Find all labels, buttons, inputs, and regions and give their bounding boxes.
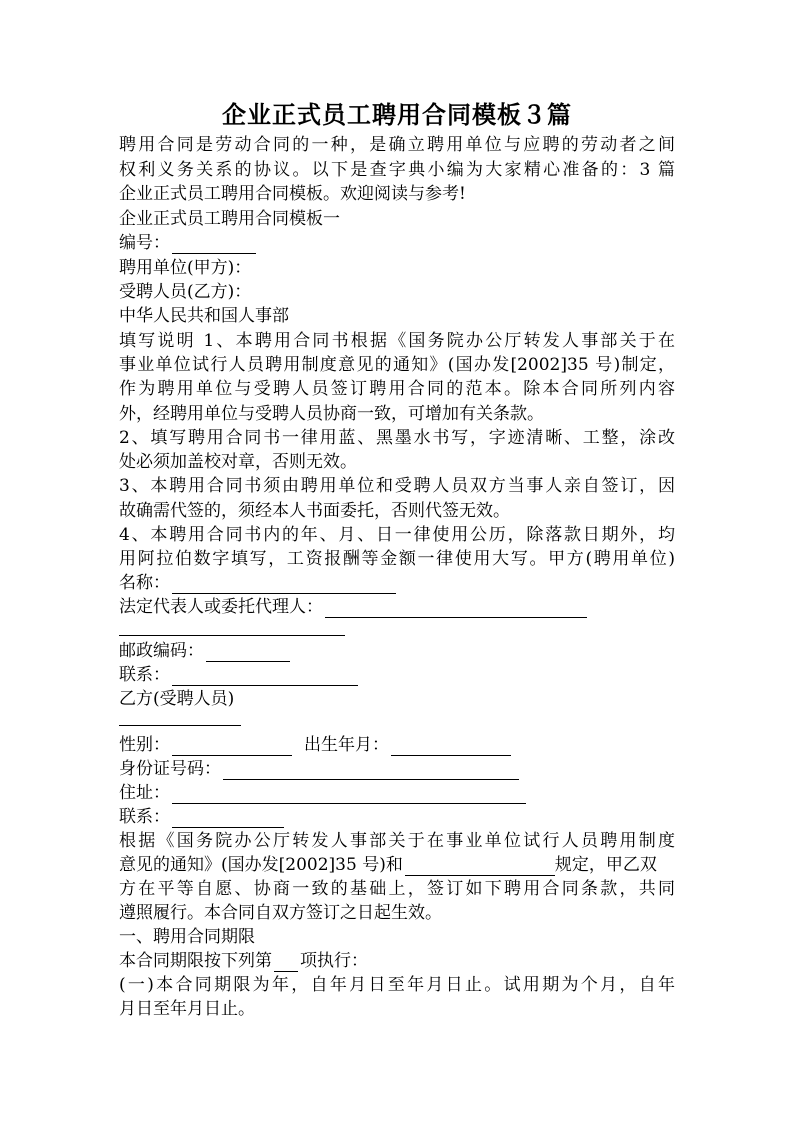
instruction-line-5: 2、填写聘用合同书一律用蓝、黑墨水书写，字迹清晰、工整，涂改: [119, 428, 675, 448]
party-a-contact-label: 联系：: [119, 665, 170, 685]
intro-line-3: 企业正式员工聘用合同模板。欢迎阅读与参考!: [119, 184, 466, 204]
basis-line-2: [119, 854, 657, 876]
instruction-line-2: 事业单位试行人员聘用制度意见的通知》(国办发[2002]35 号)制定，: [119, 355, 675, 375]
party-b-gender-field[interactable]: [172, 737, 292, 756]
intro-line-2: 权利义务关系的协议。以下是查字典小编为大家精心准备的：3 篇: [119, 160, 675, 180]
party-a-postcode-label: 邮政编码：: [119, 641, 204, 661]
basis-line-1: 根据《国务院办公厅转发人事部关于在事业单位试行人员聘用制度: [119, 831, 675, 851]
party-a-name-row: [119, 572, 396, 594]
party-b-address-label: 住址：: [119, 783, 170, 803]
party-a-name-label: 名称：: [119, 573, 170, 593]
basis-line-2-start: 意见的通知》(国办发[2002]35 号)和: [119, 855, 403, 875]
party-b-contact-row: [119, 806, 284, 828]
instruction-line-3: 作为聘用单位与受聘人员签订聘用合同的范本。除本合同所列内容: [119, 379, 675, 399]
party-a-rep-field-continuation[interactable]: [119, 634, 345, 636]
section-1-heading: 一、聘用合同期限: [119, 927, 255, 947]
party-b-address-field[interactable]: [172, 785, 526, 804]
basis-line-4: 遵照履行。本合同自双方签订之日起生效。: [119, 903, 442, 923]
number-label: 编号：: [119, 233, 170, 253]
instruction-line-10: 用阿拉伯数字填写，工资报酬等金额一律使用大写。甲方(聘用单位): [119, 549, 675, 569]
term-selection-end: 项执行：: [300, 951, 368, 971]
party-b-name-field[interactable]: [119, 724, 241, 726]
ministry-name: 中华人民共和国人事部: [119, 306, 289, 326]
clause-1-line-2: 月日至年月日止。: [119, 999, 255, 1019]
basis-regulation-field[interactable]: [405, 857, 555, 876]
term-selection-start: 本合同期限按下列第: [119, 951, 272, 971]
instruction-line-7: 3、本聘用合同书须由聘用单位和受聘人员双方当事人亲自签订，因: [119, 476, 675, 496]
party-b-birth-label: 出生年月：: [304, 735, 389, 755]
party-a-name-field[interactable]: [172, 575, 396, 594]
party-b-id-field[interactable]: [223, 761, 519, 780]
party-a-rep-row: [119, 596, 587, 618]
template-heading: 企业正式员工聘用合同模板一: [119, 209, 340, 229]
party-a-postcode-field[interactable]: [206, 643, 290, 662]
employee-label: 受聘人员(乙方)：: [119, 282, 252, 302]
intro-line-1: 聘用合同是劳动合同的一种，是确立聘用单位与应聘的劳动者之间: [119, 135, 675, 155]
term-selection-row: [119, 950, 368, 972]
instruction-line-8: 故确需代签的，须经本人书面委托，否则代签无效。: [119, 501, 510, 521]
instruction-line-9: 4、本聘用合同书内的年、月、日一律使用公历，除落款日期外，均: [119, 525, 675, 545]
instruction-line-4: 外，经聘用单位与受聘人员协商一致，可增加有关条款。: [119, 404, 544, 424]
party-a-rep-field[interactable]: [325, 599, 587, 618]
number-field[interactable]: [172, 235, 256, 254]
basis-line-3: 方在平等自愿、协商一致的基础上，签订如下聘用合同条款，共同: [119, 879, 675, 899]
basis-line-2-end: 规定，甲乙双: [554, 855, 657, 875]
party-b-address-row: [119, 782, 526, 804]
party-b-birth-field[interactable]: [391, 737, 511, 756]
party-b-id-label: 身份证号码：: [119, 759, 221, 779]
party-b-contact-label: 联系：: [119, 807, 170, 827]
party-b-contact-field[interactable]: [172, 809, 284, 828]
party-b-id-row: [119, 758, 519, 780]
number-row: [119, 232, 256, 254]
instruction-line-6: 处必须加盖校对章，否则无效。: [119, 452, 357, 472]
party-a-rep-label: 法定代表人或委托代理人：: [119, 597, 323, 617]
employer-label: 聘用单位(甲方)：: [119, 258, 252, 278]
party-b-gender-row: [119, 734, 511, 756]
party-a-contact-field[interactable]: [172, 667, 358, 686]
party-b-heading: 乙方(受聘人员): [119, 689, 235, 709]
party-a-postcode-row: [119, 640, 290, 662]
instruction-line-1: 填写说明 1、本聘用合同书根据《国务院办公厅转发人事部关于在: [119, 331, 675, 351]
party-a-contact-row: [119, 664, 358, 686]
clause-1-line-1: (一)本合同期限为年，自年月日至年月日止。试用期为个月，自年: [119, 975, 675, 995]
document-title: 企业正式员工聘用合同模板３篇: [222, 100, 572, 129]
term-choice-field[interactable]: [274, 953, 298, 972]
party-b-gender-label: 性别：: [119, 735, 170, 755]
